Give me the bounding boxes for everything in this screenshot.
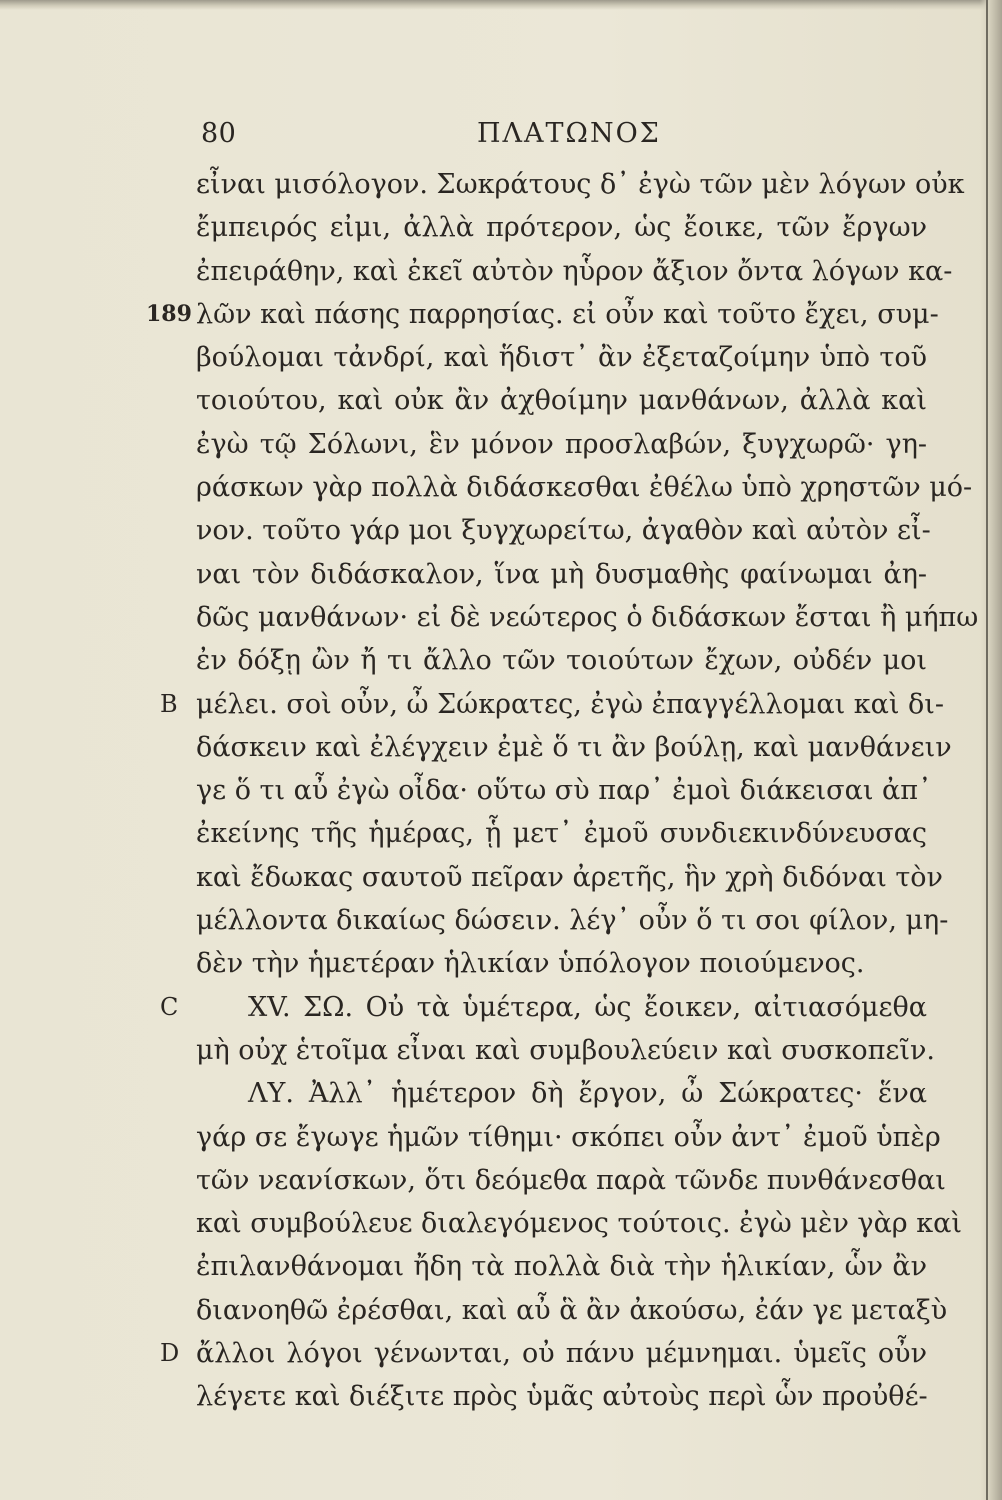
line-text: λῶν καὶ πάσης παρρησίας. εἰ οὖν καὶ τοῦτο ἔχει, συμ- xyxy=(196,298,939,330)
line-text: μὴ οὐχ ἑτοῖμα εἶναι καὶ συμβουλεύειν καὶ συσκοπεῖν. xyxy=(196,1034,935,1066)
body-text xyxy=(0,163,1002,1419)
line-text: ράσκων γὰρ πολλὰ διδάσκεσθαι ἐθέλω ὑπὸ χρηστῶν μό- xyxy=(196,472,973,504)
line-text: ἐν δόξῃ ὢν ἤ τι ἄλλο τῶν τοιούτων ἔχων, οὐδέν μοι xyxy=(196,645,927,677)
text-line xyxy=(0,1116,1002,1159)
line-text: λέγετε καὶ διέξιτε πρὸς ὑμᾶς αὐτοὺς περὶ ὧν προὐθέ- xyxy=(196,1381,928,1413)
text-line xyxy=(0,423,1002,466)
text-line xyxy=(0,163,1002,206)
text-line xyxy=(0,336,1002,379)
text-line xyxy=(0,250,1002,293)
line-text: μέλει. σοὶ οὖν, ὦ Σώκρατες, ἐγὼ ἐπαγγέλλομαι καὶ δι- xyxy=(196,688,945,720)
line-text: δάσκειν καὶ ἐλέγχειν ἐμὲ ὅ τι ἂν βούλῃ, καὶ μανθάνειν xyxy=(196,731,952,763)
line-text: γε ὅ τι αὖ ἐγὼ οἶδα· οὕτω σὺ παρ᾽ ἐμοὶ διάκεισαι ἀπ᾽ xyxy=(196,775,932,807)
page-top-edge xyxy=(0,0,1002,10)
line-text: τοιούτου, καὶ οὐκ ἂν ἀχθοίμην μανθάνων, ἀλλὰ καὶ xyxy=(196,385,927,417)
text-line xyxy=(0,553,1002,596)
running-head xyxy=(0,118,1002,158)
line-text: νον. τοῦτο γάρ μοι ξυγχωρείτω, ἀγαθὸν καὶ αὐτὸν εἶ- xyxy=(196,515,931,547)
stephanus-section-letter: D xyxy=(160,1339,180,1368)
text-line xyxy=(0,1245,1002,1288)
line-text: εἶναι μισόλογον. Σωκράτους δ᾽ ἐγὼ τῶν μὲν λόγων οὐκ xyxy=(196,169,965,200)
text-line xyxy=(0,509,1002,552)
text-line xyxy=(0,1332,1002,1375)
text-line xyxy=(0,899,1002,942)
line-text: καὶ συμβούλευε διαλεγόμενος τούτοις. ἐγὼ μὲν γὰρ καὶ xyxy=(196,1208,962,1240)
line-text: δὲν τὴν ἡμετέραν ἡλικίαν ὑπόλογον ποιούμενος. xyxy=(196,948,865,980)
line-text: XV. ΣΩ. Οὐ τὰ ὑμέτερα, ὡς ἔοικεν, αἰτιασόμεθα xyxy=(248,991,927,1023)
page-number: 80 xyxy=(201,118,237,149)
line-text: ἄλλοι λόγοι γένωνται, οὐ πάνυ μέμνημαι. ὑμεῖς οὖν xyxy=(196,1338,927,1370)
text-line xyxy=(0,1072,1002,1115)
line-text: ἐγὼ τῷ Σόλωνι, ἓν μόνον προσλαβών, ξυγχωρῶ· γη- xyxy=(196,428,927,460)
line-text: καὶ ἔδωκας σαυτοῦ πεῖραν ἀρετῆς, ἣν χρὴ διδόναι τὸν xyxy=(196,861,943,893)
line-text: ἔμπειρός εἰμι, ἀλλὰ πρότερον, ὡς ἔοικε, τῶν ἔργων xyxy=(196,212,927,244)
line-text: μέλλοντα δικαίως δώσειν. λέγ᾽ οὖν ὅ τι σοι φίλον, μη- xyxy=(196,905,949,937)
line-text: γάρ σε ἔγωγε ἡμῶν τίθημι· σκόπει οὖν ἀντ᾽ ἐμοῦ ὑπὲρ xyxy=(196,1121,941,1153)
line-text: ἐπειράθην, καὶ ἐκεῖ αὐτὸν ηὗρον ἄξιον ὄντα λόγων κα- xyxy=(196,255,953,287)
text-line xyxy=(0,293,1002,336)
line-text: τῶν νεανίσκων, ὅτι δεόμεθα παρὰ τῶνδε πυνθάνεσθαι xyxy=(196,1164,946,1196)
text-line xyxy=(0,812,1002,855)
line-text: δῶς μανθάνων· εἰ δὲ νεώτερος ὁ διδάσκων ἔσται ἢ μήπω xyxy=(196,601,979,633)
line-text: ΛΥ. Ἀλλ᾽ ἡμέτερον δὴ ἔργον, ὦ Σώκρατες· ἕνα xyxy=(248,1078,927,1110)
text-line xyxy=(0,986,1002,1029)
text-line xyxy=(0,1375,1002,1418)
text-line xyxy=(0,1289,1002,1332)
text-line xyxy=(0,639,1002,682)
text-line xyxy=(0,596,1002,639)
line-text: ναι τὸν διδάσκαλον, ἵνα μὴ δυσμαθὴς φαίνωμαι ἀη- xyxy=(196,558,927,590)
text-line xyxy=(0,683,1002,726)
line-text: ἐκείνης τῆς ἡμέρας, ᾗ μετ᾽ ἐμοῦ συνδιεκινδύνευσας xyxy=(196,818,927,850)
stephanus-section-letter: B xyxy=(160,689,178,718)
stephanus-section-letter: C xyxy=(160,992,179,1021)
running-title: ΠΛΑΤΩΝΟΣ xyxy=(477,118,661,149)
stephanus-page-number: 189 xyxy=(146,300,192,327)
line-text: ἐπιλανθάνομαι ἤδη τὰ πολλὰ διὰ τὴν ἡλικίαν, ὧν ἂν xyxy=(196,1251,927,1283)
line-text: βούλομαι τἀνδρί, καὶ ἥδιστ᾽ ἂν ἐξεταζοίμην ὑπὸ τοῦ xyxy=(196,342,927,374)
text-line xyxy=(0,1159,1002,1202)
text-line xyxy=(0,726,1002,769)
line-text: διανοηθῶ ἐρέσθαι, καὶ αὖ ἃ ἂν ἀκούσω, ἐάν γε μεταξὺ xyxy=(196,1294,948,1326)
text-line xyxy=(0,206,1002,249)
text-line xyxy=(0,379,1002,422)
text-line xyxy=(0,1029,1002,1072)
text-line xyxy=(0,856,1002,899)
text-line xyxy=(0,1202,1002,1245)
text-line xyxy=(0,769,1002,812)
text-line xyxy=(0,466,1002,509)
text-line xyxy=(0,942,1002,985)
